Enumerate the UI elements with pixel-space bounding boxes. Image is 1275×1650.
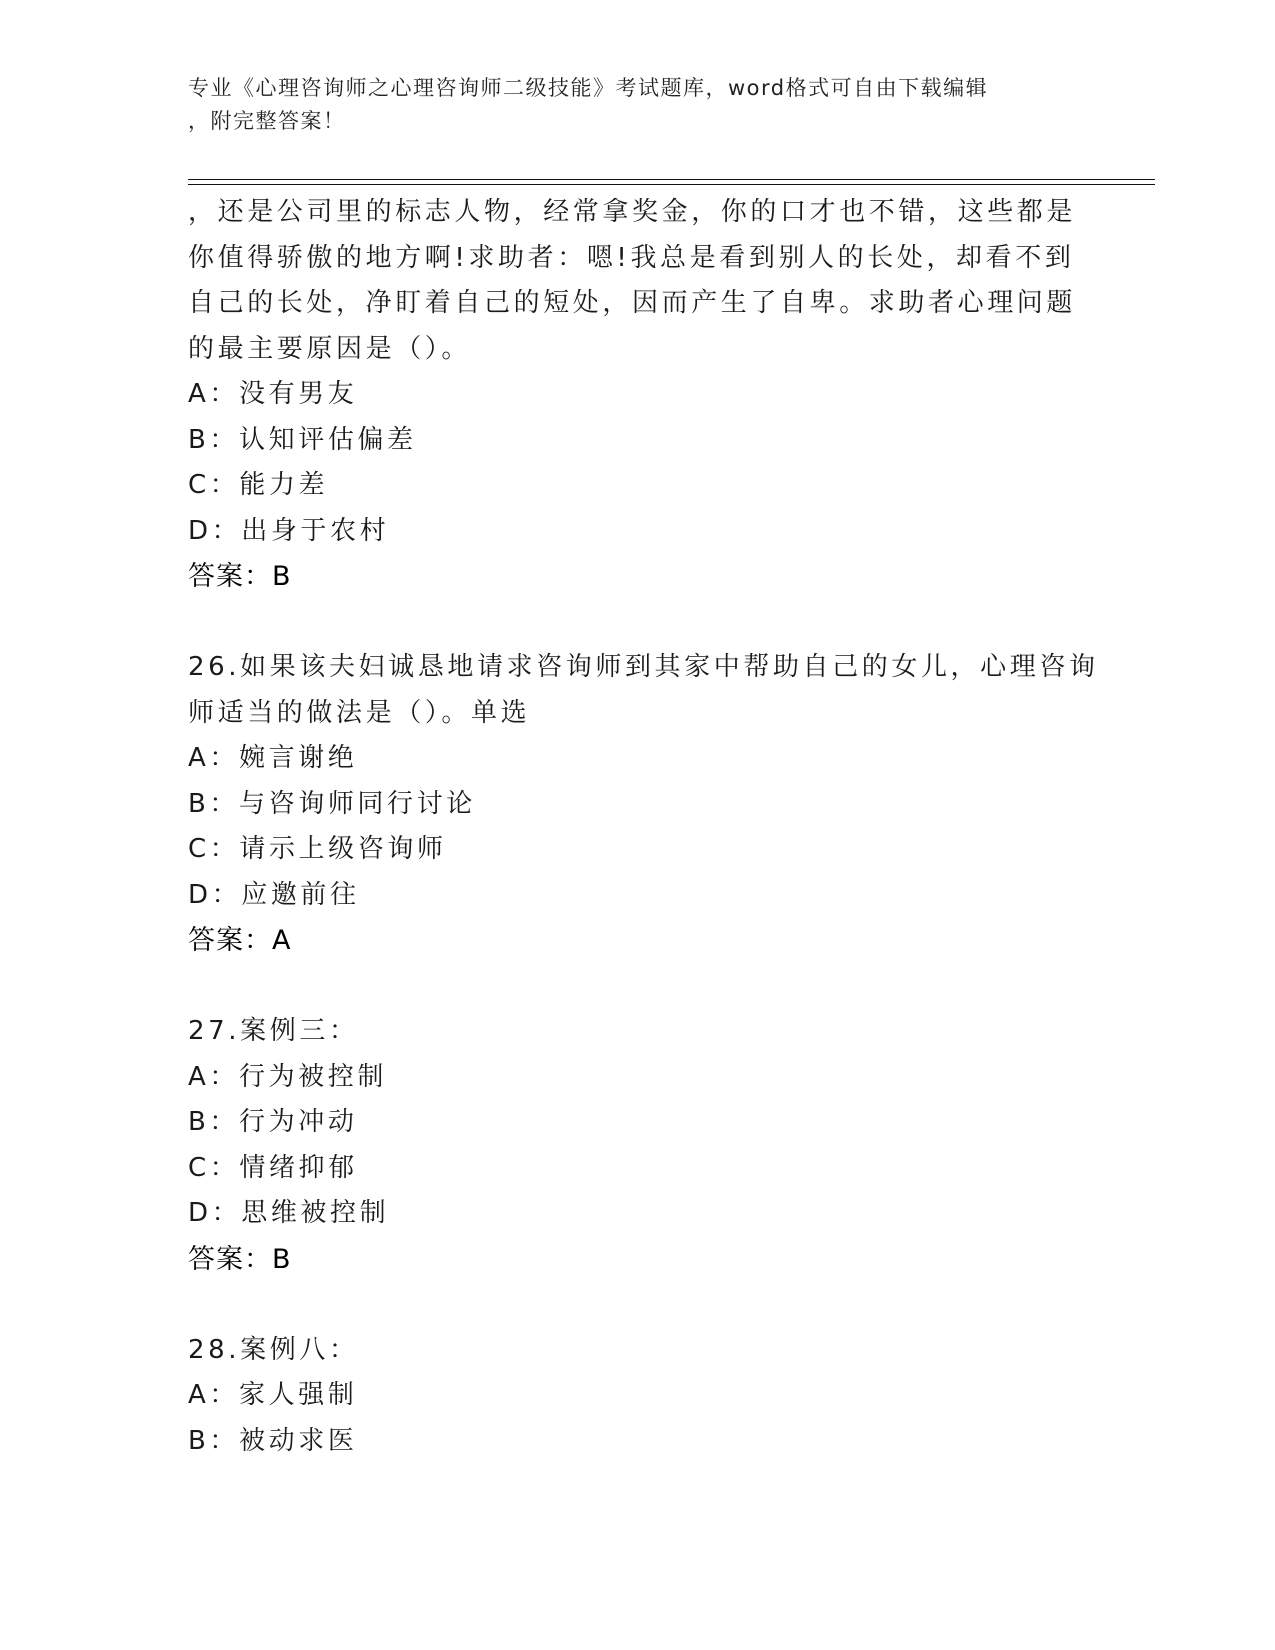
option-c: C：请示上级咨询师 xyxy=(188,834,447,864)
spacer xyxy=(188,964,1088,1010)
option-d: D：思维被控制 xyxy=(188,1198,390,1228)
option-c: C：能力差 xyxy=(188,470,329,500)
option-b: B：被动求医 xyxy=(188,1425,358,1456)
question-text-line: ，还是公司里的标志人物，经常拿奖金，你的口才也不错，这些都是 xyxy=(188,197,1077,227)
option-a: A：行为被控制 xyxy=(188,1061,387,1092)
option-a: A：没有男友 xyxy=(188,379,358,409)
document-header xyxy=(188,72,1068,138)
option-a: A：婉言谢绝 xyxy=(188,743,358,773)
document-body xyxy=(188,190,1099,1464)
question-text-line: 28.案例八： xyxy=(188,1334,359,1365)
header-divider-top xyxy=(188,179,1155,180)
header-divider-bottom xyxy=(188,184,1155,185)
option-d: D：出身于农村 xyxy=(188,515,390,546)
option-b: B：与咨询师同行讨论 xyxy=(188,788,476,819)
question-text-line: 你值得骄傲的地方啊!求助者：嗯!我总是看到别人的长处，却看不到 xyxy=(188,242,1075,273)
answer-line: 答案：A xyxy=(188,925,292,956)
question-text-line: 27.案例三： xyxy=(188,1016,359,1046)
header-subtitle-line: ，附完整答案！ xyxy=(188,109,346,133)
option-b: B：认知评估偏差 xyxy=(188,424,417,455)
question-block-26 xyxy=(188,645,1099,964)
question-text-line: 自己的长处，净盯着自己的短处，因而产生了自卑。求助者心理问题 xyxy=(188,288,1077,318)
question-block-28 xyxy=(188,1328,1088,1465)
question-text-line: 的最主要原因是（）。 xyxy=(188,333,472,364)
question-text-line: 26.如果该夫妇诚恳地请求咨询师到其家中帮助自己的女儿，心理咨询 xyxy=(188,652,1099,682)
option-b: B：行为冲动 xyxy=(188,1107,358,1137)
option-d: D：应邀前往 xyxy=(188,879,360,910)
question-block-27 xyxy=(188,1009,1088,1282)
option-a: A：家人强制 xyxy=(188,1380,358,1410)
answer-line: 答案：B xyxy=(188,561,292,592)
spacer xyxy=(188,600,1088,646)
question-block-continued xyxy=(188,190,1088,600)
answer-line: 答案：B xyxy=(188,1243,292,1275)
header-title-line: 专业《心理咨询师之心理咨询师二级技能》考试题库，word格式可自由下载编辑 xyxy=(188,76,989,100)
question-text-line: 师适当的做法是（）。单选 xyxy=(188,697,531,728)
option-c: C：情绪抑郁 xyxy=(188,1152,358,1183)
spacer xyxy=(188,1282,1088,1328)
